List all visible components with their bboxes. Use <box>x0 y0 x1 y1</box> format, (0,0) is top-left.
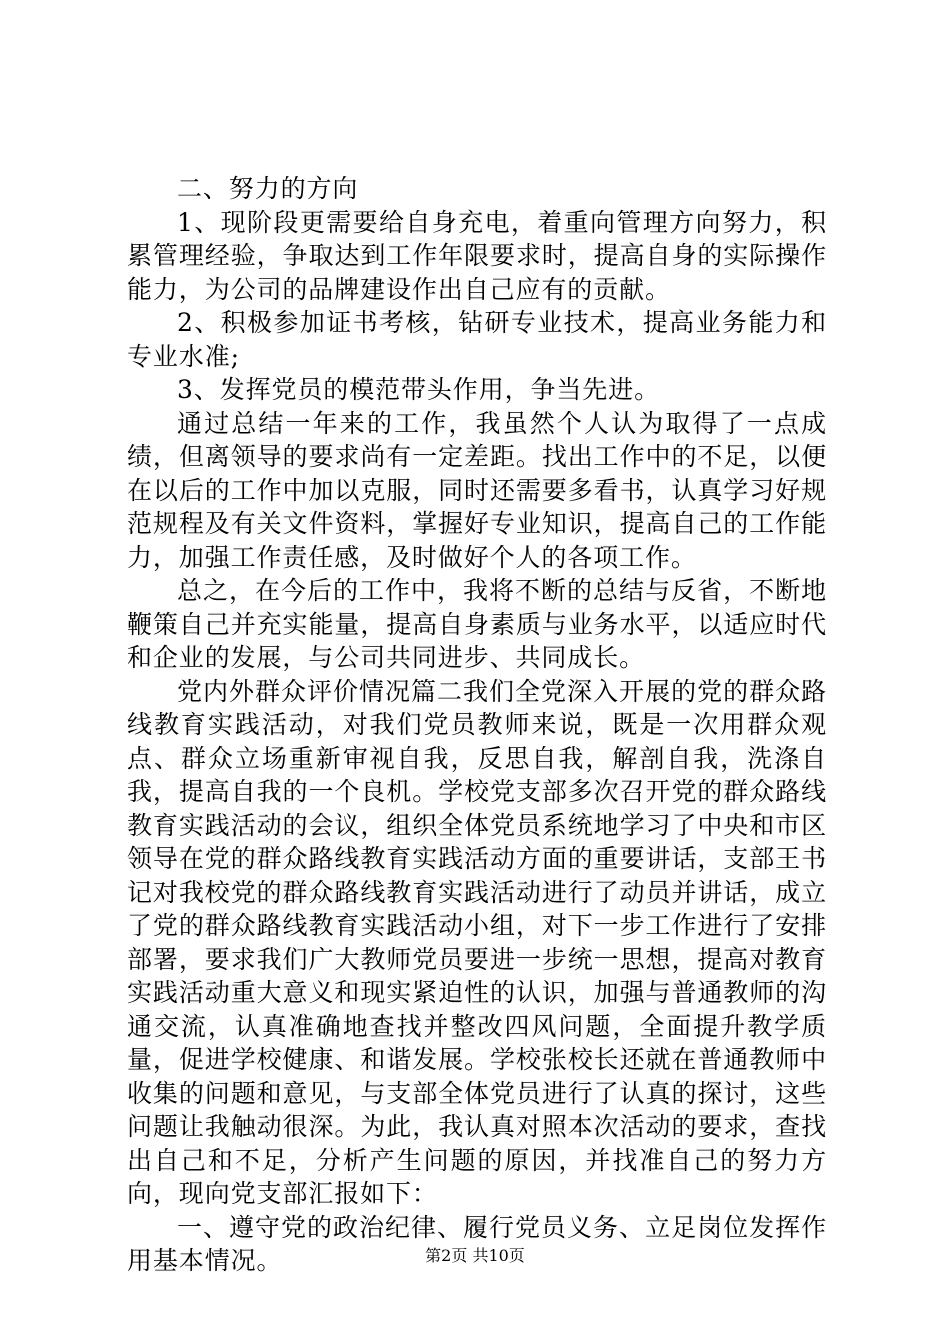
paragraph-item-2: 2、积极参加证书考核，钻研专业技术，提高业务能力和专业水准; <box>127 308 827 371</box>
heading-effort-direction: 二、努力的方向 <box>177 174 359 203</box>
heading-section-one: 一、遵守党的政治纪律、履行党员义务、立足岗位发挥作用基本情况。 <box>127 1212 827 1275</box>
paragraph-part-two: 党内外群众评价情况篇二我们全党深入开展的党的群众路线教育实践活动，对我们党员教师来说，既是一次用群众观点、群众立场重新审视自我，反思自我，解剖自我，洗涤自我，提高自我的一个良机。学校党支部多次召开党的群众路线教育实践活动的会议，组织全体党员系统地学习了中央和市区领导在党的群众路线教育实践活动方面的重要讲话，支部王书记对我校党的群众路线教育实践活动进行了动员并讲话，成立了党的群众路线教育实践活动小组，对下一步工作进行了安排部署，要求我们广大教师党员要进一步统一思想，提高对教育实践活动重大意义和现实紧迫性的认识，加强与普通教师的沟通交流，认真准确地查找并整改四风问题，全面提升教学质量，促进学校健康、和谐发展。学校张校长还就在普通教师中收集的问题和意见，与支部全体党员进行了认真的探讨，这些问题让我触动很深。为此，我认真对照本次活动的要求，查找出自己和不足，分析产生问题的原因，并找准自己的努力方向，现向党支部汇报如下： <box>127 676 827 1208</box>
paragraph-item-1: 1、现阶段更需要给自身充电，着重向管理方向努力，积累管理经验，争取达到工作年限要求时，提高自身的实际操作能力，为公司的品牌建设作出自己应有的贡献。 <box>127 207 827 304</box>
page-number-footer: 第2页 共10页 <box>425 1246 525 1265</box>
paragraph-item-3: 3、发挥党员的模范带头作用，争当先进。 <box>177 375 661 404</box>
paragraph-conclusion: 总之，在今后的工作中，我将不断的总结与反省，不断地鞭策自己并充实能量，提高自身素质与业务水平，以适应时代和企业的发展，与公司共同进步、共同成长。 <box>127 576 827 672</box>
paragraph-summary: 通过总结一年来的工作，我虽然个人认为取得了一点成绩，但离领导的要求尚有一定差距。找出工作中的不足，以便在以后的工作中加以克服，同时还需要多看书，认真学习好规范规程及有关文件资料，掌握好专业知识，提高自己的工作能力，加强工作责任感，及时做好个人的各项工作。 <box>127 408 827 572</box>
document-body <box>127 172 827 1278</box>
